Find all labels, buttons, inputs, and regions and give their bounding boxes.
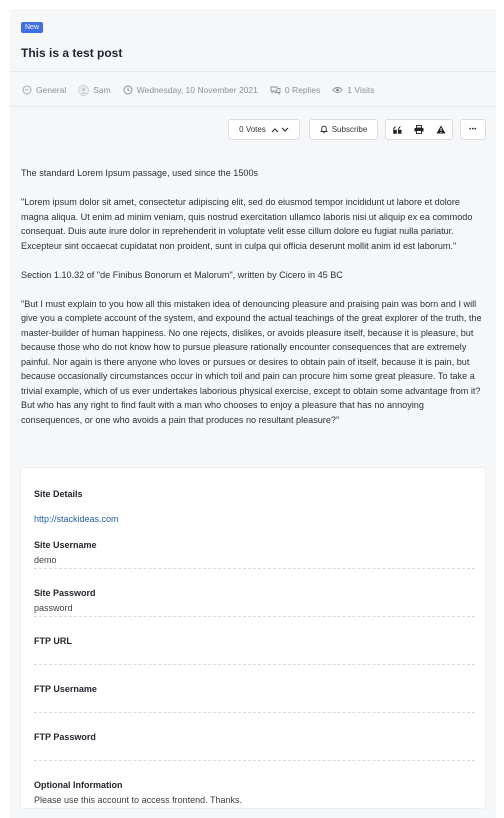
meta-date-label: Wednesday, 10 November 2021 [136, 85, 258, 95]
ftp-username-label: FTP Username [34, 684, 97, 694]
post-header [10, 9, 496, 71]
report-button[interactable] [430, 120, 452, 139]
votes-dropdown[interactable] [228, 119, 300, 140]
site-url-link[interactable]: http://stackideas.com [34, 514, 119, 524]
bell-icon [320, 125, 328, 134]
chevron-up-icon[interactable] [271, 127, 279, 133]
meta-replies-label: 0 Replies [284, 85, 321, 95]
subscribe-label: Subscribe [331, 125, 368, 134]
quote-button[interactable] [386, 120, 408, 139]
ftp-password-label: FTP Password [34, 732, 96, 742]
optional-info-label: Optional Information [34, 780, 123, 790]
field-divider [34, 712, 475, 713]
new-badge: New [21, 22, 43, 33]
field-divider [34, 664, 475, 665]
site-details-card [20, 467, 486, 809]
clock-icon [123, 85, 133, 95]
site-details-title: Site Details [34, 489, 83, 499]
meta-category[interactable] [22, 85, 66, 95]
meta-replies[interactable] [270, 85, 320, 95]
category-icon [22, 85, 32, 95]
field-divider [34, 568, 475, 569]
more-icon: ••• [469, 126, 477, 133]
site-username-value: demo [34, 555, 57, 565]
meta-visits-label: 1 Visits [347, 85, 375, 95]
print-icon [414, 125, 424, 134]
optional-info-value: Please use this account to access frontend. Thanks. [34, 795, 242, 805]
meta-date [123, 85, 258, 95]
divider [10, 106, 496, 107]
field-divider [34, 616, 475, 617]
meta-author[interactable] [78, 85, 110, 96]
content-paragraph: The standard Lorem Ipsum passage, used since the 1500s [21, 168, 259, 178]
subscribe-button[interactable] [309, 119, 378, 140]
post-title: This is a test post [21, 46, 123, 60]
divider [10, 71, 496, 72]
content-paragraph: "Lorem ipsum dolor sit amet, consectetur adipiscing elit, sed do eiusmod tempor incididunt ut labore et dolore magna aliqua. Ut enim ad minim veniam, quis nostrud exercitation ullamco laboris nisi ut aliquip ex ea commodo consequat. Duis aute irure dolor in reprehenderit in voluptate velit esse cillum dolore eu fugiat nulla pariatur. Excepteur sint occaecat cupidatat non proident, sunt in culpa qui officia deserunt mollit anim id est laborum." [21, 197, 473, 251]
comments-icon [270, 85, 281, 95]
post-meta [22, 83, 387, 97]
ftp-url-label: FTP URL [34, 636, 72, 646]
meta-category-label: General [36, 85, 67, 95]
action-button-group [385, 119, 453, 140]
warning-icon [436, 125, 446, 134]
print-button[interactable] [408, 120, 430, 139]
site-username-label: Site Username [34, 540, 97, 550]
eye-icon [332, 85, 343, 95]
site-password-label: Site Password [34, 588, 96, 598]
post-content [21, 166, 485, 442]
content-paragraph: Section 1.10.32 of "de Finibus Bonorum et Malorum", written by Cicero in 45 BC [21, 269, 343, 280]
more-button[interactable] [460, 119, 486, 140]
meta-visits [332, 85, 374, 95]
chevron-down-icon[interactable] [281, 127, 289, 133]
votes-label: 0 Votes [239, 125, 266, 134]
site-password-value: password [34, 603, 73, 613]
post-panel [10, 9, 496, 818]
quote-icon [393, 126, 402, 134]
meta-author-label: Sam [93, 85, 111, 95]
avatar-icon [78, 85, 89, 96]
content-paragraph: "But I must explain to you how all this mistaken idea of denouncing pleasure and praising pain was born and I will give you a complete account of the system, and expound the actual teachings of the great explorer of the truth, the master-builder of human happiness. No one rejects, dislikes, or avoids pleasure itself, because it is pleasure, but because those who do not know how to pursue pleasure rationally encounter consequences that are extremely painful. Nor again is there anyone who loves or pursues or desires to obtain pain of itself, because it is pain, but because occasionally circumstances occur in which toil and pain can procure him some great pleasure. To take a trivial example, which of us ever undertakes laborious physical exercise, except to obtain some advantage from it? But who has any right to find fault with a man who chooses to enjoy a pleasure that has no annoying consequences, or one who avoids a pain that produces no resultant pleasure?" [21, 298, 482, 425]
field-divider [34, 760, 475, 761]
